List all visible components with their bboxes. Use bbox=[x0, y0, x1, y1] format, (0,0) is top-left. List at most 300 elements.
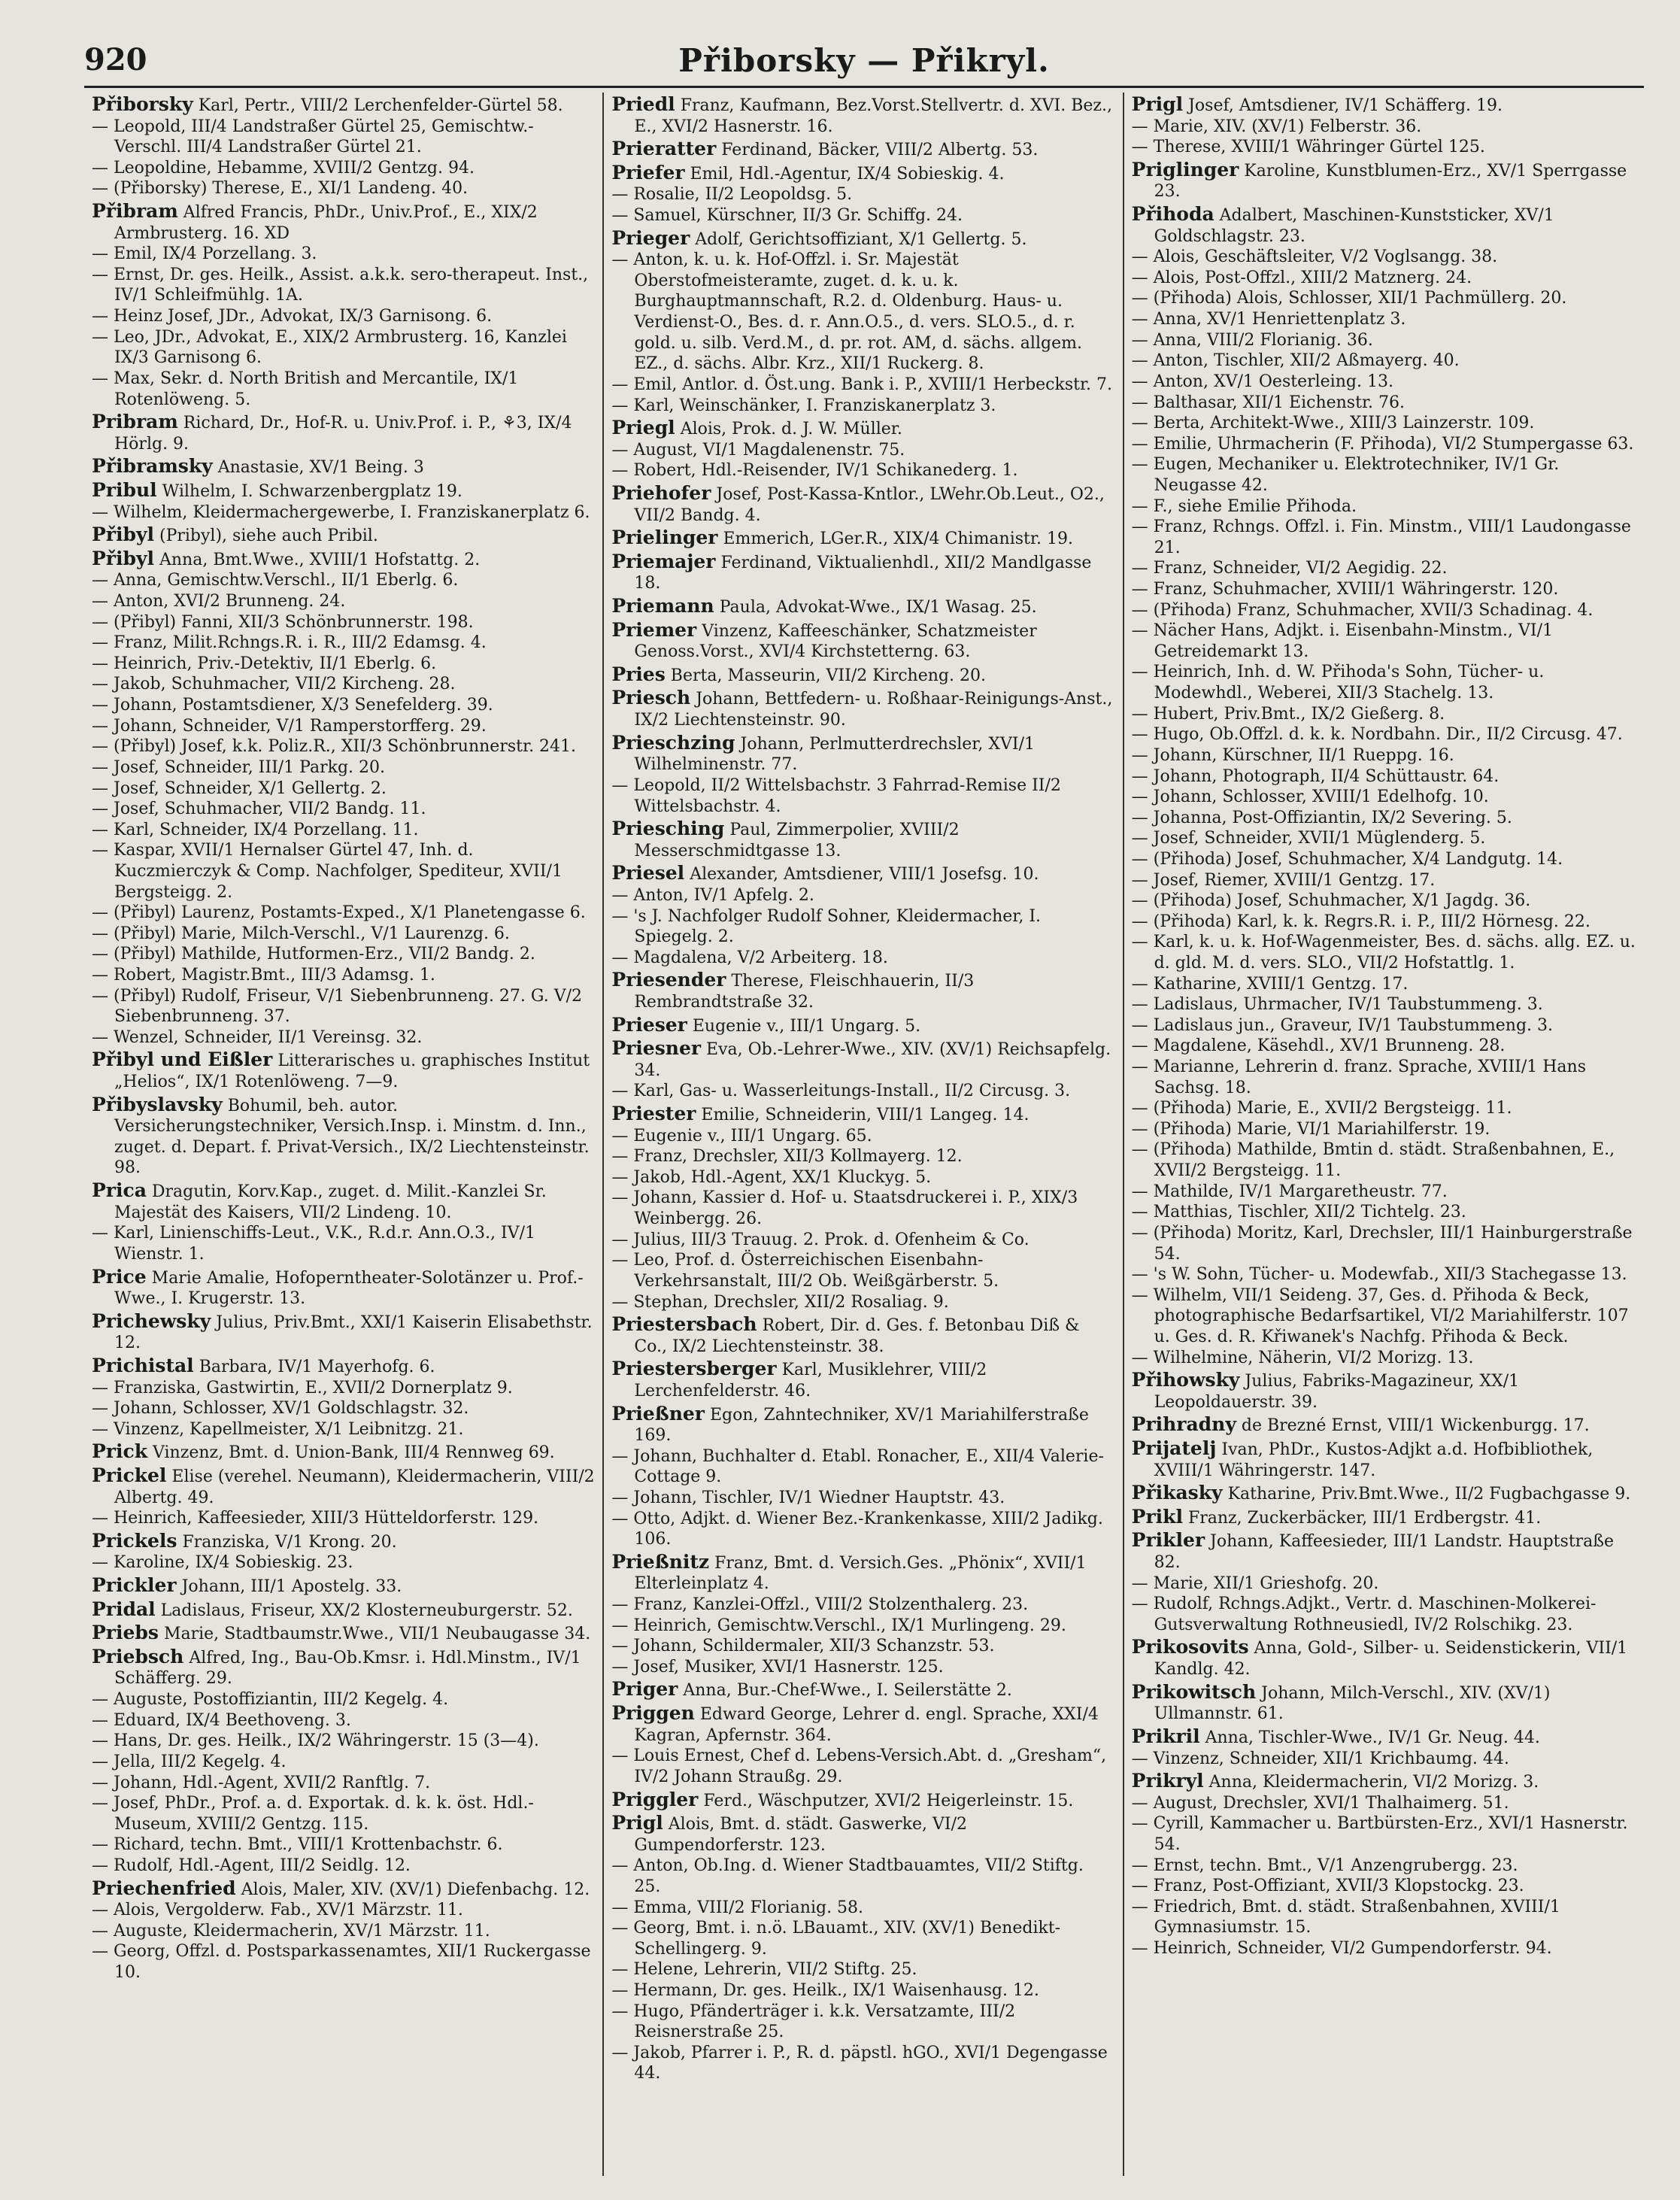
entry-text: — Cyrill, Kammacher u. Bartbürsten-Erz., XVI/1 Hasnerstr. 54. bbox=[1131, 1814, 1628, 1854]
entry-text: — Jakob, Pfarrer i. P., R. d. päpstl. hGO., XVI/1 Degengasse 44. bbox=[611, 2043, 1108, 2083]
entry-text: Wilhelm, I. Schwarzenbergplatz 19. bbox=[162, 481, 462, 501]
entry-text: Marie Amalie, Hofoperntheater-Solotänzer u. Prof.-Wwe., I. Krugerstr. 13. bbox=[114, 1268, 584, 1309]
entry-text: — Marianne, Lehrerin d. franz. Sprache, XVIII/1 Hans Sachsg. 18. bbox=[1131, 1058, 1587, 1097]
directory-entry bbox=[1132, 1098, 1636, 1119]
directory-entry bbox=[611, 1230, 1114, 1251]
directory-entry bbox=[92, 1941, 595, 1983]
entry-text: (Pribyl), siehe auch Pribil. bbox=[159, 526, 378, 546]
directory-entry bbox=[611, 1013, 1114, 1037]
entry-text: Josef, Post-Kassa-Kntlor., LWehr.Ob.Leut., O2., VII/2 Bandg. 4. bbox=[634, 484, 1105, 525]
directory-entry bbox=[92, 1752, 595, 1773]
entry-text: — Josef, Schuhmacher, VII/2 Bandg. 11. bbox=[92, 800, 426, 819]
entry-surname: Přikasky bbox=[1131, 1482, 1223, 1504]
directory-entry bbox=[611, 1856, 1114, 1897]
entry-text: — Berta, Architekt-Wwe., XIII/3 Lainzerstr. 109. bbox=[1131, 414, 1535, 433]
entry-text: — Johann, Schildermaler, XII/3 Schanzstr. 53. bbox=[611, 1637, 995, 1656]
entry-text: — Franz, Drechsler, XII/3 Kollmayerg. 12. bbox=[611, 1147, 963, 1167]
entry-text: — Franziska, Gastwirtin, E., XVII/2 Dornerplatz 9. bbox=[92, 1378, 513, 1397]
entry-text: Robert, Dir. d. Ges. f. Betonbau Diß & Co., IX/2 Liechtensteinstr. 38. bbox=[634, 1316, 1080, 1356]
directory-entry bbox=[92, 591, 595, 612]
directory-entry bbox=[92, 1354, 595, 1378]
entry-text: Bohumil, beh. autor. Versicherungstechniker, Versich.Insp. i. Minstm. d. Inn., zuget. d. Depart. f. Privat-Versich., IX/2 Liechtensteinstr. 98. bbox=[114, 1096, 590, 1178]
directory-entry bbox=[92, 695, 595, 716]
entry-text: — (Přihoda) Marie, VI/1 Mariahilferstr. 19. bbox=[1131, 1119, 1490, 1139]
directory-entry bbox=[92, 1419, 595, 1440]
directory-entry bbox=[1132, 117, 1636, 138]
entry-surname: Prigl bbox=[1131, 93, 1184, 115]
directory-entry bbox=[611, 731, 1114, 775]
entry-text: — Hermann, Dr. ges. Heilk., IX/1 Waisenhausg. 12. bbox=[611, 1981, 1039, 2001]
directory-entry bbox=[1132, 1139, 1636, 1181]
entry-surname: Prijatelj bbox=[1131, 1437, 1217, 1459]
entry-text: — Emil, IX/4 Porzellang. 3. bbox=[92, 244, 317, 264]
entry-text: — Heinrich, Inh. d. W. Přihoda's Sohn, Tücher- u. Modewhdl., Weberei, XII/3 Stachelg. 13. bbox=[1131, 663, 1545, 703]
directory-entry bbox=[1132, 1528, 1636, 1573]
directory-entry bbox=[1132, 1680, 1636, 1725]
directory-entry bbox=[1132, 1594, 1636, 1635]
entry-text: Edward George, Lehrer d. engl. Sprache, XXI/4 Kagran, Apfernstr. 364. bbox=[634, 1705, 1099, 1745]
directory-entry bbox=[92, 736, 595, 757]
entry-text: — Georg, Offzl. d. Postsparkassenamtes, XII/1 Ruckergasse 10. bbox=[92, 1942, 591, 1983]
directory-entry bbox=[1132, 579, 1636, 600]
entry-text: — Katharine, XVIII/1 Gentzg. 17. bbox=[1131, 974, 1409, 994]
directory-entry bbox=[92, 1440, 595, 1464]
entry-text: — Anton, Ob.Ing. d. Wiener Stadtbauamtes, VII/2 Stiftg. 25. bbox=[611, 1856, 1084, 1896]
entry-text: — Johanna, Post-Offiziantin, IX/2 Severing. 5. bbox=[1131, 808, 1512, 827]
entry-text: — (Přibyl) Laurenz, Postamts-Exped., X/1 Planetengasse 6. bbox=[92, 903, 586, 923]
directory-entry bbox=[1132, 350, 1636, 372]
directory-entry bbox=[92, 244, 595, 265]
entry-text: — Leo, Prof. d. Österreichischen Eisenbahn-Verkehrsanstalt, III/2 Ob. Weißgärberstr. 5. bbox=[611, 1251, 999, 1291]
directory-entry bbox=[1132, 724, 1636, 745]
entry-text: — Anton, k. u. k. Hof-Offzl. i. Sr. Majestät Oberstofmeisteramte, zuget. d. k. u. k. Burghauptmannschaft, R.2. d. Oldenburg. Haus- u. Verdienst-O., Bes. d. r. Ann.O.5., d. vers. SLO.5., d. r. gold. u. silb. Verd.M., d. pr. rot. AM, d. sächs. allgem. EZ., d. sächs. Albr. Krz., XII/1 Ruckerg. 8. bbox=[611, 250, 1082, 374]
entry-text: — (Přihoda) Karl, k. k. Regrs.R. i. P., III/2 Hörnesg. 22. bbox=[1131, 912, 1591, 931]
entry-text: Adalbert, Maschinen-Kunststicker, XV/1 Goldschlagstr. 23. bbox=[1154, 206, 1554, 246]
entry-surname: Priger bbox=[611, 1678, 678, 1701]
directory-entry bbox=[1132, 413, 1636, 434]
directory-entry bbox=[1132, 288, 1636, 309]
entry-surname: Priesching bbox=[611, 818, 725, 840]
directory-entry bbox=[92, 1645, 595, 1689]
entry-text: Alfred Francis, PhDr., Univ.Prof., E., XIX/2 Armbrusterg. 16. XD bbox=[114, 203, 538, 243]
entry-surname: Priemajer bbox=[611, 550, 716, 572]
directory-entry bbox=[1132, 1202, 1636, 1223]
directory-entry bbox=[92, 1710, 595, 1731]
directory-entry bbox=[611, 1746, 1114, 1787]
entry-text: — Heinrich, Kaffeesieder, XIII/3 Hütteldorferstr. 129. bbox=[92, 1509, 539, 1528]
entry-text: Adolf, Gerichtsoffiziant, X/1 Gellertg. 5. bbox=[695, 229, 1027, 249]
entry-text: — Wilhelmine, Näherin, VI/2 Morizg. 13. bbox=[1131, 1348, 1474, 1367]
entry-text: Elise (verehel. Neumann), Kleidermacherin, VIII/2 Albertg. 49. bbox=[114, 1467, 595, 1507]
entry-text: — Richard, techn. Bmt., VIII/1 Krottenbachstr. 6. bbox=[92, 1835, 503, 1855]
entry-text: — Robert, Hdl.-Reisender, IV/1 Schikanederg. 1. bbox=[611, 461, 1018, 481]
entry-text: — Anton, Tischler, XII/2 Aßmayerg. 40. bbox=[1131, 351, 1460, 371]
entry-text: — Wilhelm, Kleidermachergewerbe, I. Franziskanerplatz 6. bbox=[92, 502, 590, 522]
entry-surname: Priester bbox=[611, 1103, 696, 1125]
entry-surname: Priggler bbox=[611, 1788, 699, 1810]
entry-text: Anastasie, XV/1 Being. 3 bbox=[217, 458, 424, 478]
entry-text: Julius, Priv.Bmt., XXI/1 Kaiserin Elisabethstr. 12. bbox=[114, 1312, 593, 1353]
entry-surname: Priggen bbox=[611, 1702, 695, 1725]
directory-entry bbox=[1132, 268, 1636, 289]
entry-text: — Johann, Photograph, II/4 Schüttaustr. 64. bbox=[1131, 766, 1500, 786]
entry-text: — Wilhelm, VII/1 Seideng. 37, Ges. d. Přihoda & Beck, photographische Bedarfsartikel, VI/2 Mariahilferstr. 107 u. Ges. d. R. Křiwanek's Nachfg. Přihoda & Beck. bbox=[1131, 1285, 1629, 1346]
entry-surname: Prickels bbox=[92, 1529, 177, 1552]
entry-text: — Leopold, III/4 Landstraßer Gürtel 25, Gemischtw.-Verschl. III/4 Landstraßer Gürtel 21. bbox=[92, 117, 534, 157]
entry-text: Anna, Bmt.Wwe., XVIII/1 Hofstattg. 2. bbox=[159, 550, 481, 569]
directory-entry bbox=[611, 1250, 1114, 1291]
entry-text: — Josef, PhDr., Prof. a. d. Exportak. d. k. k. öst. Hdl.-Museum, XVIII/2 Gentzg. 115. bbox=[92, 1794, 534, 1834]
directory-entry bbox=[92, 178, 595, 199]
entry-surname: Prikosovits bbox=[1131, 1636, 1249, 1658]
directory-entry bbox=[1132, 974, 1636, 995]
directory-entry bbox=[1132, 93, 1636, 117]
directory-entry bbox=[1132, 330, 1636, 351]
entry-text: — Josef, Schneider, X/1 Gellertg. 2. bbox=[92, 778, 387, 798]
directory-entry bbox=[1132, 1036, 1636, 1057]
entry-text: — Johann, Buchhalter d. Etabl. Ronacher, E., XII/4 Valerie-Cottage 9. bbox=[611, 1446, 1104, 1487]
entry-text: — (Přihoda) Alois, Schlosser, XII/1 Pachmüllerg. 20. bbox=[1131, 289, 1567, 308]
entry-surname: Prikler bbox=[1131, 1529, 1205, 1552]
directory-entry bbox=[1132, 745, 1636, 766]
entry-text: — Vinzenz, Schneider, XII/1 Krichbaumg. 44. bbox=[1131, 1749, 1509, 1768]
directory-entry bbox=[1132, 1897, 1636, 1938]
entry-text: Vinzenz, Kaffeeschänker, Schatzmeister Genoss.Vorst., XVI/4 Kirchstetterng. 63. bbox=[634, 621, 1037, 662]
directory-entry bbox=[1132, 1749, 1636, 1770]
directory-entry bbox=[1132, 496, 1636, 517]
entry-text: — Karl, Linienschiffs-Leut., V.K., R.d.r. Ann.O.3., IV/1 Wienstr. 1. bbox=[92, 1224, 536, 1264]
entry-surname: Priemann bbox=[611, 595, 714, 618]
entry-surname: Priebs bbox=[92, 1622, 159, 1644]
directory-entry bbox=[1132, 1793, 1636, 1814]
entry-text: — August, VI/1 Magdalenenstr. 75. bbox=[611, 440, 905, 460]
entry-text: Ladislaus, Friseur, XX/2 Klosterneuburgerstr. 52. bbox=[160, 1601, 573, 1620]
entry-text: — Leo, JDr., Advokat, E., XIX/2 Armbrusterg. 16, Kanzlei IX/3 Garnisong 6. bbox=[92, 327, 567, 368]
directory-entry bbox=[1132, 704, 1636, 725]
directory-entry bbox=[92, 1621, 595, 1645]
entry-text: Franziska, V/1 Krong. 20. bbox=[182, 1532, 397, 1552]
directory-entry bbox=[611, 1312, 1114, 1357]
entry-text: — Karl, k. u. k. Hof-Wagenmeister, Bes. d. sächs. allg. EZ. u. d. gld. M. d. vers. SLO., VII/2 Hofstattlg. 1. bbox=[1131, 933, 1636, 973]
entry-text: — Franz, Post-Offiziant, XVII/3 Klopstockg. 23. bbox=[1131, 1877, 1524, 1896]
entry-text: — Franz, Kanzlei-Offzl., VIII/2 Stolzenthalerg. 23. bbox=[611, 1595, 1029, 1615]
directory-entry bbox=[611, 775, 1114, 817]
entry-text: — Hans, Dr. ges. Heilk., IX/2 Währingerstr. 15 (3—4). bbox=[92, 1731, 539, 1751]
entry-text: Dragutin, Korv.Kap., zuget. d. Milit.-Kanzlei Sr. Majestät des Kaisers, VII/2 Lindeng. 10. bbox=[114, 1182, 547, 1222]
entry-text: — (Přibyl) Marie, Milch-Verschl., V/1 Laurenzg. 6. bbox=[92, 924, 510, 943]
directory-entry bbox=[92, 410, 595, 454]
entry-surname: Prieschzing bbox=[611, 731, 735, 754]
directory-entry bbox=[1132, 1285, 1636, 1348]
entry-text: — Georg, Bmt. i. n.ö. LBauamt., XIV. (XV/1) Benedikt-Schellingerg. 9. bbox=[611, 1919, 1061, 1959]
entry-text: — Ladislaus jun., Graveur, IV/1 Taubstummeng. 3. bbox=[1131, 1015, 1554, 1035]
entry-text: — Friedrich, Bmt. d. städt. Straßenbahnen, XVIII/1 Gymnasiumstr. 15. bbox=[1131, 1897, 1560, 1938]
entry-text: Ferd., Wäschputzer, XVI/2 Heigerleinstr. 15. bbox=[703, 1791, 1074, 1810]
entry-surname: Priesel bbox=[611, 862, 685, 885]
directory-entry bbox=[92, 1834, 595, 1856]
directory-entry bbox=[611, 885, 1114, 906]
directory-entry bbox=[92, 674, 595, 695]
entry-surname: Priestersberger bbox=[611, 1358, 777, 1380]
entry-text: — Leopold, II/2 Wittelsbachstr. 3 Fahrrad-Remise II/2 Wittelsbachstr. 4. bbox=[611, 775, 1061, 816]
entry-surname: Prick bbox=[92, 1440, 148, 1463]
directory-entry bbox=[92, 1900, 595, 1921]
entry-text: — Anton, XV/1 Oesterleing. 13. bbox=[1131, 372, 1393, 391]
entry-text: Vinzenz, Bmt. d. Union-Bank, III/4 Rennweg 69. bbox=[153, 1443, 555, 1463]
entry-text: Berta, Masseurin, VII/2 Kircheng. 20. bbox=[670, 666, 986, 685]
directory-entry bbox=[611, 686, 1114, 730]
entry-text: Anna, Gold-, Silber- u. Seidenstickerin, VII/1 Kandlg. 42. bbox=[1154, 1639, 1628, 1680]
entry-surname: Priefer bbox=[611, 161, 685, 184]
entry-text: — Helene, Lehrerin, VII/2 Stiftg. 25. bbox=[611, 1960, 917, 1980]
directory-entry bbox=[1132, 1725, 1636, 1749]
directory-entry bbox=[611, 205, 1114, 226]
directory-entry bbox=[611, 861, 1114, 885]
entry-text: — Heinrich, Schneider, VI/2 Gumpendorferstr. 94. bbox=[1131, 1939, 1552, 1959]
entry-text: Therese, Fleischhauerin, II/3 Rembrandtstraße 32. bbox=[634, 972, 975, 1012]
page-header bbox=[84, 42, 1644, 88]
entry-text: — Magdalena, V/2 Arbeiterg. 18. bbox=[611, 948, 888, 967]
entry-text: — Nächer Hans, Adjkt. i. Eisenbahn-Minstm., VI/1 Getreidemarkt 13. bbox=[1131, 621, 1553, 661]
columns bbox=[84, 93, 1644, 2176]
directory-entry bbox=[611, 663, 1114, 687]
directory-entry bbox=[1132, 849, 1636, 870]
directory-entry bbox=[611, 1509, 1114, 1550]
directory-entry bbox=[1132, 1223, 1636, 1264]
directory-entry bbox=[611, 1677, 1114, 1701]
directory-entry bbox=[92, 1921, 595, 1942]
entry-text: — Wenzel, Schneider, II/1 Vereinsg. 32. bbox=[92, 1027, 423, 1047]
directory-entry bbox=[611, 1701, 1114, 1746]
directory-entry bbox=[92, 454, 595, 478]
directory-entry bbox=[92, 1773, 595, 1794]
directory-entry bbox=[611, 1980, 1114, 2001]
entry-text: — Magdalene, Käsehdl., XV/1 Brunneng. 28. bbox=[1131, 1036, 1506, 1056]
entry-text: — Hugo, Pfänderträger i. k.k. Versatzamte, III/2 Reisnerstraße 25. bbox=[611, 2001, 1016, 2042]
directory-entry bbox=[92, 1877, 595, 1901]
entry-text: Alfred, Ing., Bau-Ob.Kmsr. i. Hdl.Minstm., IV/1 Schäfferg. 29. bbox=[114, 1648, 581, 1689]
directory-entry bbox=[92, 1464, 595, 1508]
directory-entry bbox=[92, 1378, 595, 1399]
entry-surname: Prießner bbox=[611, 1402, 705, 1425]
directory-entry bbox=[1132, 372, 1636, 393]
entry-text: — (Přihoda) Moritz, Karl, Drechsler, III/1 Hainburgerstraße 54. bbox=[1131, 1223, 1633, 1264]
entry-text: — Karl, Gas- u. Wasserleitungs-Install., II/2 Circusg. 3. bbox=[611, 1082, 1071, 1101]
directory-entry bbox=[611, 1636, 1114, 1657]
entry-text: — Louis Ernest, Chef d. Lebens-Versich.Abt. d. „Gresham“, IV/2 Johann Straußg. 29. bbox=[611, 1746, 1107, 1786]
entry-surname: Prigl bbox=[611, 1812, 663, 1834]
entry-text: — (Přiborsky) Therese, E., XI/1 Landeng. 40. bbox=[92, 179, 469, 199]
directory-entry bbox=[92, 265, 595, 306]
entry-text: Eva, Ob.-Lehrer-Wwe., XIV. (XV/1) Reichsapfelg. 34. bbox=[634, 1040, 1111, 1080]
entry-text: Alois, Bmt. d. städt. Gaswerke, VI/2 Gumpendorferstr. 123. bbox=[634, 1815, 968, 1855]
directory-entry bbox=[92, 1856, 595, 1877]
entry-text: Richard, Dr., Hof-R. u. Univ.Prof. i. P., ⚘3, IX/4 Hörlg. 9. bbox=[114, 414, 572, 454]
directory-entry bbox=[1132, 1437, 1636, 1481]
directory-entry bbox=[611, 226, 1114, 250]
directory-entry bbox=[1132, 1264, 1636, 1285]
entry-text: Anna, Tischler-Wwe., IV/1 Gr. Neug. 44. bbox=[1205, 1728, 1540, 1747]
entry-text: — Hugo, Ob.Offzl. d. k. k. Nordbahn. Dir., II/2 Circusg. 47. bbox=[1131, 725, 1623, 745]
directory-entry bbox=[611, 1146, 1114, 1167]
entry-surname: Přihowsky bbox=[1131, 1369, 1240, 1391]
directory-entry bbox=[611, 1126, 1114, 1147]
entry-text: — Ernst, techn. Bmt., V/1 Anzengrubergg. 23. bbox=[1131, 1856, 1518, 1875]
directory-entry bbox=[611, 1918, 1114, 1959]
entry-text: Ferdinand, Bäcker, VIII/2 Albertg. 53. bbox=[721, 141, 1039, 160]
entry-text: — Rudolf, Hdl.-Agent, III/2 Seidlg. 12. bbox=[92, 1856, 411, 1875]
entry-text: — Marie, XIV. (XV/1) Felberstr. 36. bbox=[1131, 117, 1422, 136]
entry-text: Franz, Zuckerbäcker, III/1 Erdbergstr. 41. bbox=[1187, 1508, 1542, 1528]
directory-entry bbox=[92, 93, 595, 117]
directory-entry bbox=[92, 965, 595, 986]
directory-entry bbox=[611, 396, 1114, 417]
entry-text: — Vinzenz, Kapellmeister, X/1 Leibnitzg. 21. bbox=[92, 1419, 464, 1439]
directory-entry bbox=[1132, 309, 1636, 330]
directory-entry bbox=[92, 199, 595, 244]
entry-text: — Anna, VIII/2 Florianig. 36. bbox=[1131, 330, 1373, 350]
entry-text: Julius, Fabriks-Magazineur, XX/1 Leopoldauerstr. 39. bbox=[1154, 1372, 1520, 1412]
directory-entry bbox=[1132, 787, 1636, 808]
entry-surname: Prielinger bbox=[611, 526, 718, 549]
entry-text: — Jella, III/2 Kegelg. 4. bbox=[92, 1752, 287, 1771]
directory-entry bbox=[611, 618, 1114, 663]
directory-entry bbox=[611, 1488, 1114, 1509]
directory-entry bbox=[611, 1616, 1114, 1637]
directory-entry bbox=[611, 1959, 1114, 1980]
directory-entry bbox=[92, 1508, 595, 1529]
directory-entry bbox=[92, 369, 595, 410]
entry-surname: Prieger bbox=[611, 226, 690, 249]
directory-entry bbox=[1132, 912, 1636, 933]
entry-text: — Samuel, Kürschner, II/3 Gr. Schiffg. 24. bbox=[611, 206, 963, 226]
entry-surname: Pribul bbox=[92, 478, 157, 501]
entry-text: — Karoline, IX/4 Sobieskig. 23. bbox=[92, 1553, 353, 1573]
directory-entry bbox=[611, 1595, 1114, 1616]
entry-text: — Heinz Josef, JDr., Advokat, IX/3 Garnisong. 6. bbox=[92, 307, 493, 326]
entry-text: Alexander, Amtsdiener, VIII/1 Josefsg. 10. bbox=[690, 865, 1039, 885]
directory-entry bbox=[1132, 1182, 1636, 1203]
entry-text: — Josef, Riemer, XVIII/1 Gentzg. 17. bbox=[1131, 870, 1436, 890]
directory-entry bbox=[92, 1573, 595, 1598]
directory-entry bbox=[611, 93, 1114, 137]
entry-text: — (Přihoda) Marie, E., XVII/2 Bergsteigg. 11. bbox=[1131, 1099, 1512, 1118]
entry-surname: Prikryl bbox=[1131, 1770, 1204, 1792]
directory-entry bbox=[1132, 1368, 1636, 1413]
entry-text: Karoline, Kunstblumen-Erz., XV/1 Sperrgasse 23. bbox=[1154, 161, 1627, 202]
entry-text: Johann, Bettfedern- u. Roßhaar-Reinigungs-Anst., IX/2 Liechtensteinstr. 90. bbox=[634, 690, 1113, 730]
running-title: Přiborsky — Přikryl. bbox=[678, 42, 1050, 79]
entry-text: Alois, Maler, XIV. (XV/1) Diefenbachg. 12. bbox=[241, 1880, 590, 1899]
entry-text: — Eduard, IX/4 Beethoveng. 3. bbox=[92, 1710, 351, 1730]
entry-text: — Heinrich, Priv.-Detektiv, II/1 Eberlg. 6. bbox=[92, 654, 437, 673]
entry-text: — Emilie, Uhrmacherin (F. Přihoda), VI/2 Stumpergasse 63. bbox=[1131, 434, 1634, 454]
entry-surname: Přibyl bbox=[92, 523, 154, 546]
entry-text: — 's W. Sohn, Tücher- u. Modewfab., XII/3 Stachegasse 13. bbox=[1131, 1265, 1627, 1285]
entry-text: Marie, Stadtbaumstr.Wwe., VII/1 Neubaugasse 34. bbox=[163, 1625, 591, 1644]
entry-text: Litterarisches u. graphisches Institut „Helios“, IX/1 Rotenlöweng. 7—9. bbox=[114, 1051, 590, 1092]
entry-text: — Franz, Rchngs. Offzl. i. Fin. Minstm., VIII/1 Laudongasse 21. bbox=[1131, 517, 1631, 557]
directory-entry bbox=[611, 250, 1114, 375]
entry-text: Barbara, IV/1 Mayerhofg. 6. bbox=[199, 1357, 435, 1376]
directory-entry bbox=[92, 1552, 595, 1573]
entry-text: — Johann, Hdl.-Agent, XVII/2 Ranftlg. 7. bbox=[92, 1773, 431, 1792]
entry-text: Paul, Zimmerpolier, XVIII/2 Messerschmidtgasse 13. bbox=[634, 821, 960, 860]
entry-text: — (Přihoda) Franz, Schuhmacher, XVII/3 Schadinag. 4. bbox=[1131, 600, 1594, 620]
entry-surname: Prikl bbox=[1131, 1505, 1183, 1528]
directory-entry bbox=[1132, 891, 1636, 912]
entry-surname: Přibram bbox=[92, 200, 178, 223]
directory-entry bbox=[611, 594, 1114, 618]
entry-surname: Priegl bbox=[611, 417, 675, 439]
directory-entry bbox=[1132, 600, 1636, 621]
entry-text: Paula, Advokat-Wwe., IX/1 Wasag. 25. bbox=[719, 598, 1037, 618]
entry-surname: Priglinger bbox=[1131, 158, 1239, 181]
entry-text: — Robert, Magistr.Bmt., III/3 Adamsg. 1. bbox=[92, 965, 435, 985]
entry-surname: Přihoda bbox=[1131, 203, 1215, 226]
directory-entry bbox=[611, 1402, 1114, 1446]
entry-text: — (Přihoda) Josef, Schuhmacher, X/1 Jagdg. 36. bbox=[1131, 891, 1531, 911]
directory-entry bbox=[92, 1529, 595, 1553]
directory-entry bbox=[611, 137, 1114, 161]
entry-surname: Prica bbox=[92, 1179, 147, 1202]
entry-surname: Priesner bbox=[611, 1037, 702, 1060]
directory-entry bbox=[611, 2043, 1114, 2084]
directory-entry bbox=[1132, 870, 1636, 891]
entry-text: Katharine, Priv.Bmt.Wwe., II/2 Fugbachgasse 9. bbox=[1227, 1485, 1631, 1504]
entry-text: — Karl, Schneider, IX/4 Porzellang. 11. bbox=[92, 820, 419, 839]
entry-text: — Marie, XII/1 Grieshofg. 20. bbox=[1131, 1573, 1379, 1593]
directory-entry bbox=[611, 817, 1114, 861]
directory-entry bbox=[1132, 1057, 1636, 1098]
entry-surname: Prickler bbox=[92, 1574, 177, 1597]
directory-entry bbox=[611, 526, 1114, 550]
entry-text: — Anton, XVI/2 Brunneng. 24. bbox=[92, 592, 346, 611]
directory-entry bbox=[1132, 621, 1636, 662]
directory-entry bbox=[92, 1265, 595, 1309]
directory-entry bbox=[92, 903, 595, 924]
directory-entry bbox=[611, 968, 1114, 1012]
entry-text: — Rudolf, Rchngs.Adjkt., Vertr. d. Maschinen-Molkerei-Gutsverwaltung Rothneusiedl, IV/2 Rolschikg. 23. bbox=[1131, 1595, 1597, 1634]
entry-text: Emmerich, LGer.R., XIX/4 Chimanistr. 19. bbox=[723, 530, 1073, 549]
entry-surname: Prihradny bbox=[1131, 1413, 1236, 1436]
directory-entry bbox=[92, 1179, 595, 1223]
entry-text: — Otto, Adjkt. d. Wiener Bez.-Krankenkasse, XIII/2 Jadikg. 106. bbox=[611, 1509, 1103, 1549]
entry-text: — Franz, Milit.Rchngs.R. i. R., III/2 Edamsg. 4. bbox=[92, 633, 487, 653]
entry-text: — Johann, Schlosser, XVIII/1 Edelhofg. 10. bbox=[1131, 787, 1489, 807]
entry-text: — Franz, Schuhmacher, XVIII/1 Währingerstr. 120. bbox=[1131, 580, 1559, 599]
entry-surname: Prießnitz bbox=[611, 1550, 710, 1573]
directory-entry bbox=[611, 2001, 1114, 2043]
entry-text: Johann, Milch-Verschl., XIV. (XV/1) Ullmannstr. 61. bbox=[1154, 1683, 1551, 1724]
directory-entry bbox=[611, 906, 1114, 948]
directory-entry bbox=[611, 440, 1114, 461]
directory-entry bbox=[92, 117, 595, 158]
directory-entry bbox=[92, 944, 595, 965]
entry-text: Anna, Kleidermacherin, VI/2 Morizg. 3. bbox=[1208, 1773, 1539, 1792]
entry-text: de Brezné Ernst, VIII/1 Wickenburgg. 17. bbox=[1241, 1416, 1590, 1436]
entry-text: Emilie, Schneiderin, VIII/1 Langeg. 14. bbox=[701, 1106, 1030, 1125]
directory-entry bbox=[92, 716, 595, 737]
directory-entry bbox=[92, 158, 595, 179]
entry-text: — Ernst, Dr. ges. Heilk., Assist. a.k.k. sero-therapeut. Inst., IV/1 Schleifmühlg. 1A. bbox=[92, 265, 589, 305]
directory-entry bbox=[611, 460, 1114, 481]
directory-entry bbox=[1132, 1119, 1636, 1140]
directory-entry bbox=[1132, 558, 1636, 579]
entry-text: — Rosalie, II/2 Leopoldsg. 5. bbox=[611, 185, 853, 205]
directory-entry bbox=[611, 1292, 1114, 1313]
entry-text: — Anna, Gemischtw.Verschl., II/1 Eberlg. 6. bbox=[92, 571, 459, 590]
